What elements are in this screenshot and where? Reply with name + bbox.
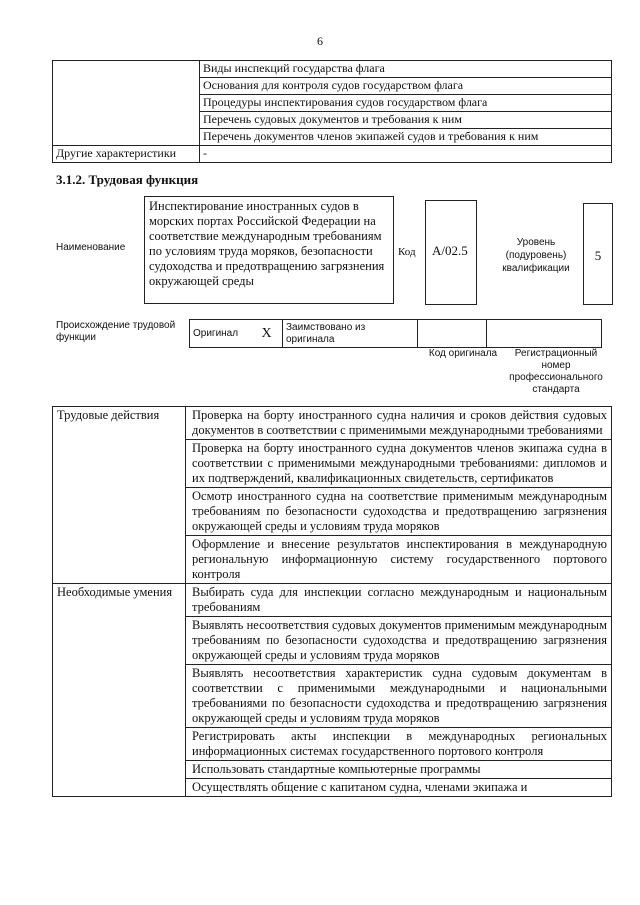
skill-item: Использовать стандартные компьютерные программы xyxy=(186,761,612,779)
empty-cell xyxy=(53,61,200,146)
borrowed-label: Заимствовано из оригинала xyxy=(283,320,418,348)
action-item: Проверка на борту иностранного судна документов членов экипажа судна в соответствии с применимыми международными требованиями: дипломов и их подтверждений, квалификационных свидетельств, сертификатов xyxy=(186,440,612,488)
original-mark: X xyxy=(251,320,283,348)
reg-number-cell xyxy=(487,320,602,348)
skill-item: Выявлять несоответствия характеристик судна судовым документам в соответствии с применимыми международными и национальными требованиями по безопасности судоходства и предотвращению загрязнения окружающей среды и условиям труда моряков xyxy=(186,665,612,728)
original-label: Оригинал xyxy=(190,320,252,348)
other-characteristics-label: Другие характеристики xyxy=(53,146,200,163)
skill-item: Регистрировать акты инспекции в международных региональных информационных системах государственного портового контроля xyxy=(186,728,612,761)
top-item: Процедуры инспектирования судов государством флага xyxy=(200,95,612,112)
qualification-level-label: Уровень (подуровень) квалификации xyxy=(502,237,570,274)
actions-label: Трудовые действия xyxy=(53,407,186,584)
top-item: Перечень документов членов экипажей судов и требования к ним xyxy=(200,129,612,146)
code-original-label: Код оригинала xyxy=(428,348,498,359)
top-item: Перечень судовых документов и требования к ним xyxy=(200,112,612,129)
skill-item: Выбирать суда для инспекции согласно международным и национальным требованиям xyxy=(186,584,612,617)
origin-table xyxy=(189,319,602,348)
top-item: Виды инспекций государства флага xyxy=(200,61,612,78)
name-label: Наименование xyxy=(56,242,126,253)
code-label: Код xyxy=(398,246,416,258)
code-original-cell xyxy=(418,320,487,348)
origin-label: Происхождение трудовой функции xyxy=(56,320,176,343)
main-table xyxy=(52,406,612,797)
page-number: 6 xyxy=(317,34,323,48)
section-title: 3.1.2. Трудовая функция xyxy=(56,172,199,187)
code-value: A/02.5 xyxy=(425,200,477,305)
skill-item: Выявлять несоответствия судовых документов применимым международным требованиям по безопасности судоходства и предотвращению загрязнения окружающей среды и условиям труда моряков xyxy=(186,617,612,665)
top-item: Основания для контроля судов государством флага xyxy=(200,78,612,95)
action-item: Проверка на борту иностранного судна наличия и сроков действия судовых документов в соответствии с применимыми международными требованиями xyxy=(186,407,612,440)
function-name: Инспектирование иностранных судов в морских портах Российской Федерации на соответствие международным требованиям по условиям труда моряков, безопасности судоходства и предотвращению загрязнения окружающей среды xyxy=(144,196,394,304)
qualification-level-value: 5 xyxy=(583,203,613,305)
skills-label: Необходимые умения xyxy=(53,584,186,797)
other-characteristics-value: - xyxy=(200,146,612,163)
action-item: Осмотр иностранного судна на соответствие применимым международным требованиям по безопасности судоходства и предотвращению загрязнения окружающей среды и условиям труда моряков xyxy=(186,488,612,536)
reg-number-label: Регистрационный номер профессионального стандарта xyxy=(509,348,603,395)
skill-item: Осуществлять общение с капитаном судна, членами экипажа и xyxy=(186,779,612,797)
top-continuation-table xyxy=(52,60,612,163)
action-item: Оформление и внесение результатов инспектирования в международную региональную информационную систему государственного портового контроля xyxy=(186,536,612,584)
